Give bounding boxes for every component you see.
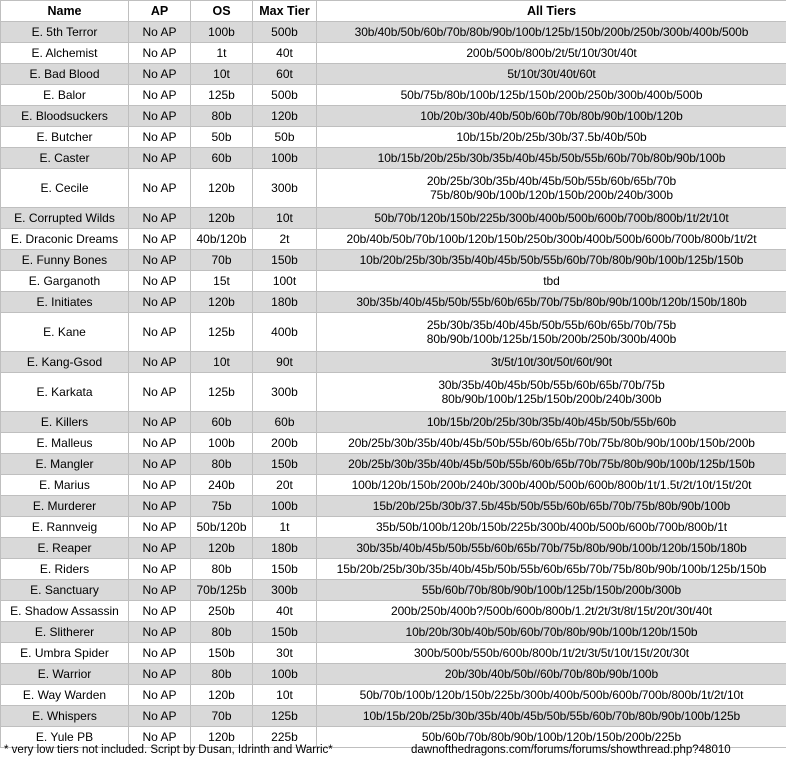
all-tiers-cell	[317, 475, 786, 496]
ap-cell: No AP	[129, 43, 191, 64]
table-row	[1, 127, 786, 148]
table-row	[1, 580, 786, 601]
tier-line: 10b/15b/20b/25b/30b/35b/40b/45b/50b/55b/60b/70b/80b/90b/100b/125b	[362, 709, 741, 723]
max-tier-cell: 180b	[253, 292, 317, 313]
table-row	[1, 229, 786, 250]
raid-name-cell: E. Kang-Gsod	[1, 352, 129, 373]
max-tier-cell: 50b	[253, 127, 317, 148]
ap-cell: No AP	[129, 433, 191, 454]
os-cell: 125b	[191, 313, 253, 352]
ap-cell: No AP	[129, 22, 191, 43]
raid-name-cell: E. Warrior	[1, 664, 129, 685]
os-cell: 75b	[191, 496, 253, 517]
os-cell: 50b	[191, 127, 253, 148]
os-cell: 120b	[191, 208, 253, 229]
tier-line: 50b/60b/70b/80b/90b/100b/120b/150b/200b/225b	[421, 730, 682, 744]
tier-line: 10b/15b/20b/25b/30b/35b/40b/45b/50b/55b/60b	[426, 415, 677, 429]
ap-cell: No AP	[129, 64, 191, 85]
all-tiers-cell	[317, 601, 786, 622]
tier-line: 100b/120b/150b/200b/240b/300b/400b/500b/600b/800b/1t/1.5t/2t/10t/15t/20t	[351, 478, 752, 492]
ap-cell: No AP	[129, 169, 191, 208]
tier-line: 50b/70b/100b/120b/150b/225b/300b/400b/500b/600b/700b/800b/1t/2t/10t	[359, 688, 744, 702]
tier-line: 50b/75b/80b/100b/125b/150b/200b/250b/300b/400b/500b	[400, 88, 703, 102]
raid-name-cell: E. Butcher	[1, 127, 129, 148]
ap-cell: No AP	[129, 127, 191, 148]
raid-name-cell: E. Karkata	[1, 373, 129, 412]
max-tier-cell: 30t	[253, 643, 317, 664]
max-tier-cell: 60b	[253, 412, 317, 433]
os-cell: 125b	[191, 373, 253, 412]
table-row	[1, 643, 786, 664]
all-tiers-cell	[317, 538, 786, 559]
os-cell: 10t	[191, 64, 253, 85]
column-header-max-tier: Max Tier	[253, 1, 317, 22]
all-tiers-cell	[317, 559, 786, 580]
raid-name-cell: E. Killers	[1, 412, 129, 433]
all-tiers-cell	[317, 271, 786, 292]
max-tier-cell: 150b	[253, 622, 317, 643]
ap-cell: No AP	[129, 271, 191, 292]
table-row	[1, 373, 786, 412]
max-tier-cell: 150b	[253, 250, 317, 271]
raid-name-cell: E. Malleus	[1, 433, 129, 454]
column-header-all-tiers: All Tiers	[317, 1, 786, 22]
tier-line: 10b/15b/20b/25b/30b/37.5b/40b/50b	[456, 130, 647, 144]
os-cell: 50b/120b	[191, 517, 253, 538]
tier-line: 35b/50b/100b/120b/150b/225b/300b/400b/500b/600b/700b/800b/1t	[375, 520, 727, 534]
table-row	[1, 685, 786, 706]
tier-line: 50b/70b/120b/150b/225b/300b/400b/500b/600b/700b/800b/1t/2t/10t	[374, 211, 729, 225]
column-header-os: OS	[191, 1, 253, 22]
ap-cell: No AP	[129, 643, 191, 664]
all-tiers-cell	[317, 496, 786, 517]
all-tiers-cell	[317, 169, 786, 208]
all-tiers-cell	[317, 454, 786, 475]
max-tier-cell: 20t	[253, 475, 317, 496]
max-tier-cell: 100b	[253, 148, 317, 169]
all-tiers-cell	[317, 22, 786, 43]
table-row	[1, 517, 786, 538]
tier-line: 20b/40b/50b/70b/100b/120b/150b/250b/300b/400b/500b/600b/700b/800b/1t/2t	[346, 232, 757, 246]
table-row	[1, 559, 786, 580]
tier-line: 3t/5t/10t/30t/50t/60t/90t	[491, 355, 612, 369]
raid-name-cell: E. Funny Bones	[1, 250, 129, 271]
tier-line: 20b/25b/30b/35b/40b/45b/50b/55b/60b/65b/70b/75b/80b/90b/100b/125b/150b	[348, 457, 755, 471]
table-row	[1, 352, 786, 373]
table-row	[1, 622, 786, 643]
table-row	[1, 601, 786, 622]
os-cell: 70b	[191, 250, 253, 271]
raid-name-cell: E. Sanctuary	[1, 580, 129, 601]
table-row	[1, 43, 786, 64]
tier-line: 75b/80b/90b/100b/120b/150b/200b/240b/300b	[430, 188, 673, 202]
ap-cell: No AP	[129, 706, 191, 727]
raid-name-cell: E. Kane	[1, 313, 129, 352]
raid-name-cell: E. Marius	[1, 475, 129, 496]
os-cell: 125b	[191, 85, 253, 106]
all-tiers-cell	[317, 517, 786, 538]
tier-line: 30b/35b/40b/45b/50b/55b/60b/65b/70b/75b/80b/90b/100b/120b/150b/180b	[356, 295, 747, 309]
all-tiers-cell	[317, 85, 786, 106]
ap-cell: No AP	[129, 664, 191, 685]
os-cell: 80b	[191, 622, 253, 643]
table-row	[1, 169, 786, 208]
all-tiers-cell	[317, 64, 786, 85]
os-cell: 80b	[191, 454, 253, 475]
max-tier-cell: 150b	[253, 454, 317, 475]
raid-name-cell: E. Whispers	[1, 706, 129, 727]
tier-line: 10b/20b/30b/40b/50b/60b/70b/80b/90b/100b/120b	[420, 109, 683, 123]
tier-line: 30b/35b/40b/45b/50b/55b/60b/65b/70b/75b/80b/90b/100b/120b/150b/180b	[356, 541, 747, 555]
raid-name-cell: E. Riders	[1, 559, 129, 580]
all-tiers-cell	[317, 706, 786, 727]
os-cell: 120b	[191, 685, 253, 706]
raid-name-cell: E. Bad Blood	[1, 64, 129, 85]
ap-cell: No AP	[129, 106, 191, 127]
raid-name-cell: E. Balor	[1, 85, 129, 106]
os-cell: 100b	[191, 433, 253, 454]
os-cell: 70b	[191, 706, 253, 727]
table-row	[1, 496, 786, 517]
tier-line: 20b/30b/40b/50b//60b/70b/80b/90b/100b	[444, 667, 659, 681]
all-tiers-cell	[317, 685, 786, 706]
raid-name-cell: E. Reaper	[1, 538, 129, 559]
all-tiers-cell	[317, 229, 786, 250]
max-tier-cell: 2t	[253, 229, 317, 250]
raid-name-cell: E. Mangler	[1, 454, 129, 475]
raid-name-cell: E. Rannveig	[1, 517, 129, 538]
table-row	[1, 454, 786, 475]
raid-name-cell: E. Shadow Assassin	[1, 601, 129, 622]
os-cell: 240b	[191, 475, 253, 496]
table-row	[1, 292, 786, 313]
os-cell: 80b	[191, 106, 253, 127]
tier-line: 10b/20b/30b/40b/50b/60b/70b/80b/90b/100b/120b/150b	[405, 625, 698, 639]
max-tier-cell: 225b	[253, 727, 317, 748]
os-cell: 80b	[191, 559, 253, 580]
table-row	[1, 106, 786, 127]
raid-name-cell: E. Yule PB	[1, 727, 129, 748]
footnote: * very low tiers not included. Script by Dusan, Idrinth and Warric*	[4, 744, 333, 756]
ap-cell: No AP	[129, 580, 191, 601]
max-tier-cell: 100t	[253, 271, 317, 292]
all-tiers-cell	[317, 313, 786, 352]
os-cell: 80b	[191, 664, 253, 685]
table-row	[1, 538, 786, 559]
ap-cell: No AP	[129, 373, 191, 412]
max-tier-cell: 200b	[253, 433, 317, 454]
max-tier-cell: 150b	[253, 559, 317, 580]
tier-line: 10b/15b/20b/25b/30b/35b/40b/45b/50b/55b/60b/70b/80b/90b/100b	[377, 151, 726, 165]
raid-name-cell: E. Murderer	[1, 496, 129, 517]
ap-cell: No AP	[129, 208, 191, 229]
os-cell: 60b	[191, 412, 253, 433]
table-header-row	[1, 1, 786, 22]
tier-line: 30b/40b/50b/60b/70b/80b/90b/100b/125b/150b/200b/250b/300b/400b/500b	[354, 25, 749, 39]
all-tiers-cell	[317, 622, 786, 643]
raid-name-cell: E. Alchemist	[1, 43, 129, 64]
raid-name-cell: E. Way Warden	[1, 685, 129, 706]
max-tier-cell: 500b	[253, 85, 317, 106]
ap-cell: No AP	[129, 685, 191, 706]
ap-cell: No AP	[129, 85, 191, 106]
tier-line: 80b/90b/100b/125b/150b/200b/240b/300b	[441, 392, 662, 406]
all-tiers-cell	[317, 580, 786, 601]
max-tier-cell: 400b	[253, 313, 317, 352]
column-header-ap: AP	[129, 1, 191, 22]
max-tier-cell: 125b	[253, 706, 317, 727]
table-row	[1, 148, 786, 169]
max-tier-cell: 500b	[253, 22, 317, 43]
raid-name-cell: E. Caster	[1, 148, 129, 169]
tier-line: 20b/25b/30b/35b/40b/45b/50b/55b/60b/65b/70b	[426, 174, 677, 188]
table-row	[1, 313, 786, 352]
table-row	[1, 64, 786, 85]
all-tiers-cell	[317, 292, 786, 313]
raid-name-cell: E. Umbra Spider	[1, 643, 129, 664]
os-cell: 250b	[191, 601, 253, 622]
tier-line: 25b/30b/35b/40b/45b/50b/55b/60b/65b/70b/75b	[426, 318, 677, 332]
max-tier-cell: 40t	[253, 43, 317, 64]
tier-line: 10b/20b/25b/30b/35b/40b/45b/50b/55b/60b/70b/80b/90b/100b/125b/150b	[359, 253, 744, 267]
os-cell: 60b	[191, 148, 253, 169]
os-cell: 120b	[191, 538, 253, 559]
max-tier-cell: 1t	[253, 517, 317, 538]
ap-cell: No AP	[129, 496, 191, 517]
max-tier-cell: 300b	[253, 169, 317, 208]
tier-line: 200b/250b/400b?/500b/600b/800b/1.2t/2t/3t/8t/15t/20t/30t/40t	[391, 604, 712, 618]
tier-line: tbd	[543, 274, 560, 288]
os-cell: 70b/125b	[191, 580, 253, 601]
os-cell: 150b	[191, 643, 253, 664]
ap-cell: No AP	[129, 250, 191, 271]
max-tier-cell: 40t	[253, 601, 317, 622]
table-body	[1, 22, 786, 748]
all-tiers-cell	[317, 106, 786, 127]
all-tiers-cell	[317, 352, 786, 373]
max-tier-cell: 300b	[253, 580, 317, 601]
tier-line: 300b/500b/550b/600b/800b/1t/2t/3t/5t/10t/15t/20t/30t	[413, 646, 690, 660]
table-row	[1, 412, 786, 433]
all-tiers-cell	[317, 433, 786, 454]
ap-cell: No AP	[129, 352, 191, 373]
raid-name-cell: E. Bloodsuckers	[1, 106, 129, 127]
table-row	[1, 250, 786, 271]
max-tier-cell: 300b	[253, 373, 317, 412]
all-tiers-cell	[317, 664, 786, 685]
raid-name-cell: E. Garganoth	[1, 271, 129, 292]
tier-line: 15b/20b/25b/30b/37.5b/45b/50b/55b/60b/65b/70b/75b/80b/90b/100b	[372, 499, 731, 513]
ap-cell: No AP	[129, 313, 191, 352]
max-tier-cell: 100b	[253, 664, 317, 685]
os-cell: 1t	[191, 43, 253, 64]
os-cell: 15t	[191, 271, 253, 292]
table-row	[1, 706, 786, 727]
raid-name-cell: E. Corrupted Wilds	[1, 208, 129, 229]
table-row	[1, 208, 786, 229]
ap-cell: No AP	[129, 517, 191, 538]
table-row	[1, 85, 786, 106]
ap-cell: No AP	[129, 292, 191, 313]
ap-cell: No AP	[129, 412, 191, 433]
max-tier-cell: 100b	[253, 496, 317, 517]
max-tier-cell: 120b	[253, 106, 317, 127]
ap-cell: No AP	[129, 727, 191, 748]
max-tier-cell: 180b	[253, 538, 317, 559]
all-tiers-cell	[317, 127, 786, 148]
tier-line: 20b/25b/30b/35b/40b/45b/50b/55b/60b/65b/70b/75b/80b/90b/100b/150b/200b	[348, 436, 755, 450]
os-cell: 120b	[191, 727, 253, 748]
max-tier-cell: 90t	[253, 352, 317, 373]
os-cell: 120b	[191, 292, 253, 313]
os-cell: 40b/120b	[191, 229, 253, 250]
ap-cell: No AP	[129, 454, 191, 475]
raid-name-cell: E. Draconic Dreams	[1, 229, 129, 250]
tier-line: 200b/500b/800b/2t/5t/10t/30t/40t	[466, 46, 637, 60]
raid-name-cell: E. 5th Terror	[1, 22, 129, 43]
ap-cell: No AP	[129, 601, 191, 622]
max-tier-cell: 10t	[253, 685, 317, 706]
os-cell: 10t	[191, 352, 253, 373]
column-header-name: Name	[1, 1, 129, 22]
ap-cell: No AP	[129, 475, 191, 496]
all-tiers-cell	[317, 208, 786, 229]
all-tiers-cell	[317, 250, 786, 271]
all-tiers-cell	[317, 412, 786, 433]
ap-cell: No AP	[129, 622, 191, 643]
os-cell: 100b	[191, 22, 253, 43]
source-link[interactable]: dawnofthedragons.com/forums/forums/showthread.php?48010	[411, 744, 731, 756]
tier-line: 5t/10t/30t/40t/60t	[507, 67, 596, 81]
ap-cell: No AP	[129, 229, 191, 250]
raid-name-cell: E. Slitherer	[1, 622, 129, 643]
table-row	[1, 475, 786, 496]
tier-line: 15b/20b/25b/30b/35b/40b/45b/50b/55b/60b/65b/70b/75b/80b/90b/100b/125b/150b	[336, 562, 767, 576]
table-row	[1, 22, 786, 43]
all-tiers-cell	[317, 43, 786, 64]
max-tier-cell: 10t	[253, 208, 317, 229]
table-row	[1, 271, 786, 292]
ap-cell: No AP	[129, 559, 191, 580]
os-cell: 120b	[191, 169, 253, 208]
tier-line: 80b/90b/100b/125b/150b/200b/250b/300b/400b	[426, 332, 677, 346]
all-tiers-cell	[317, 643, 786, 664]
tier-line: 30b/35b/40b/45b/50b/55b/60b/65b/70b/75b	[438, 378, 665, 392]
max-tier-cell: 60t	[253, 64, 317, 85]
tier-line: 55b/60b/70b/80b/90b/100b/125b/150b/200b/300b	[421, 583, 682, 597]
table-row	[1, 664, 786, 685]
all-tiers-cell	[317, 148, 786, 169]
ap-cell: No AP	[129, 538, 191, 559]
all-tiers-cell	[317, 373, 786, 412]
ap-cell: No AP	[129, 148, 191, 169]
table-row	[1, 433, 786, 454]
raid-name-cell: E. Cecile	[1, 169, 129, 208]
raid-name-cell: E. Initiates	[1, 292, 129, 313]
